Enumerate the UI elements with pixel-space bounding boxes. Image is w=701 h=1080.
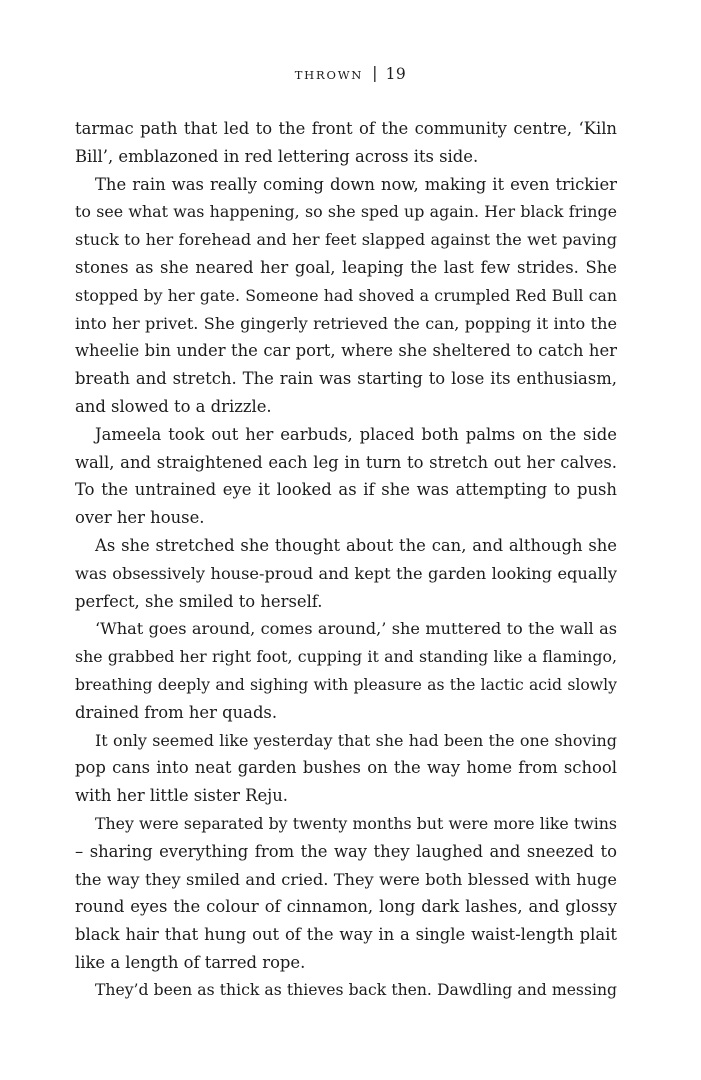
paragraph <box>75 532 617 615</box>
paragraph <box>75 727 617 810</box>
paragraph <box>75 810 617 977</box>
text-line: It only seemed like yesterday that she had been the one shoving <box>95 730 617 750</box>
text-line: over her house. <box>75 508 205 528</box>
text-line: pop cans into neat garden bushes on the way home from school <box>75 758 617 778</box>
paragraph <box>75 171 617 421</box>
text-line: round eyes the colour of cinnamon, long dark lashes, and glossy <box>75 897 617 917</box>
paragraph-continued <box>75 115 617 171</box>
text-line: stones as she neared her goal, leaping the last few strides. She <box>75 257 617 277</box>
text-line: To the untrained eye it looked as if she was attempting to push <box>75 480 617 500</box>
page-number: 19 <box>385 65 407 83</box>
text-line: drained from her quads. <box>75 702 278 722</box>
text-line: like a length of tarred rope. <box>75 952 306 972</box>
text-line: black hair that hung out of the way in a single waist-length plait <box>75 925 617 945</box>
text-line: with her little sister Reju. <box>75 786 289 806</box>
text-line: As she stretched she thought about the can, and although she <box>95 535 617 555</box>
text-line: Jameela took out her earbuds, placed both palms on the side <box>95 424 617 444</box>
text-line: stuck to her forehead and her feet slapped against the wet paving <box>75 230 617 250</box>
text-line: ‘What goes around, comes around,’ she muttered to the wall as <box>95 619 617 639</box>
text-line: tarmac path that led to the front of the community centre, ‘Kiln <box>75 119 617 138</box>
text-line: and slowed to a drizzle. <box>75 396 272 416</box>
header-separator: | <box>372 63 378 82</box>
paragraph <box>75 977 617 1005</box>
text-line: wall, and straightened each leg in turn to stretch out her calves. <box>75 452 617 472</box>
text-line: to see what was happening, so she sped up again. Her black fringe <box>75 202 617 222</box>
paragraph <box>75 421 617 532</box>
text-line: They’d been as thick as thieves back then. Dawdling and messing <box>95 980 617 999</box>
book-title: THROWN <box>294 68 364 82</box>
text-line: – sharing everything from the way they laughed and sneezed to <box>75 841 617 861</box>
text-line: breathing deeply and sighing with pleasure as the lactic acid slowly <box>75 674 617 694</box>
running-head <box>0 64 701 85</box>
text-line: was obsessively house-proud and kept the garden looking equally <box>75 563 617 583</box>
body-text <box>75 115 617 1005</box>
text-line: breath and stretch. The rain was starting to lose its enthusiasm, <box>75 369 617 389</box>
text-line: she grabbed her right foot, cupping it and standing like a flamingo, <box>75 647 617 667</box>
paragraph <box>75 615 617 726</box>
text-line: They were separated by twenty months but were more like twins <box>95 813 617 833</box>
text-line: perfect, she smiled to herself. <box>75 591 323 611</box>
text-line: Bill’, emblazoned in red lettering across its side. <box>75 146 479 166</box>
text-line: wheelie bin under the car port, where she sheltered to catch her <box>75 341 617 361</box>
text-line: the way they smiled and cried. They were both blessed with huge <box>75 869 617 889</box>
text-line: stopped by her gate. Someone had shoved a crumpled Red Bull can <box>75 285 617 305</box>
text-line: The rain was really coming down now, making it even trickier <box>95 174 617 194</box>
text-line: into her privet. She gingerly retrieved the can, popping it into the <box>75 313 617 333</box>
